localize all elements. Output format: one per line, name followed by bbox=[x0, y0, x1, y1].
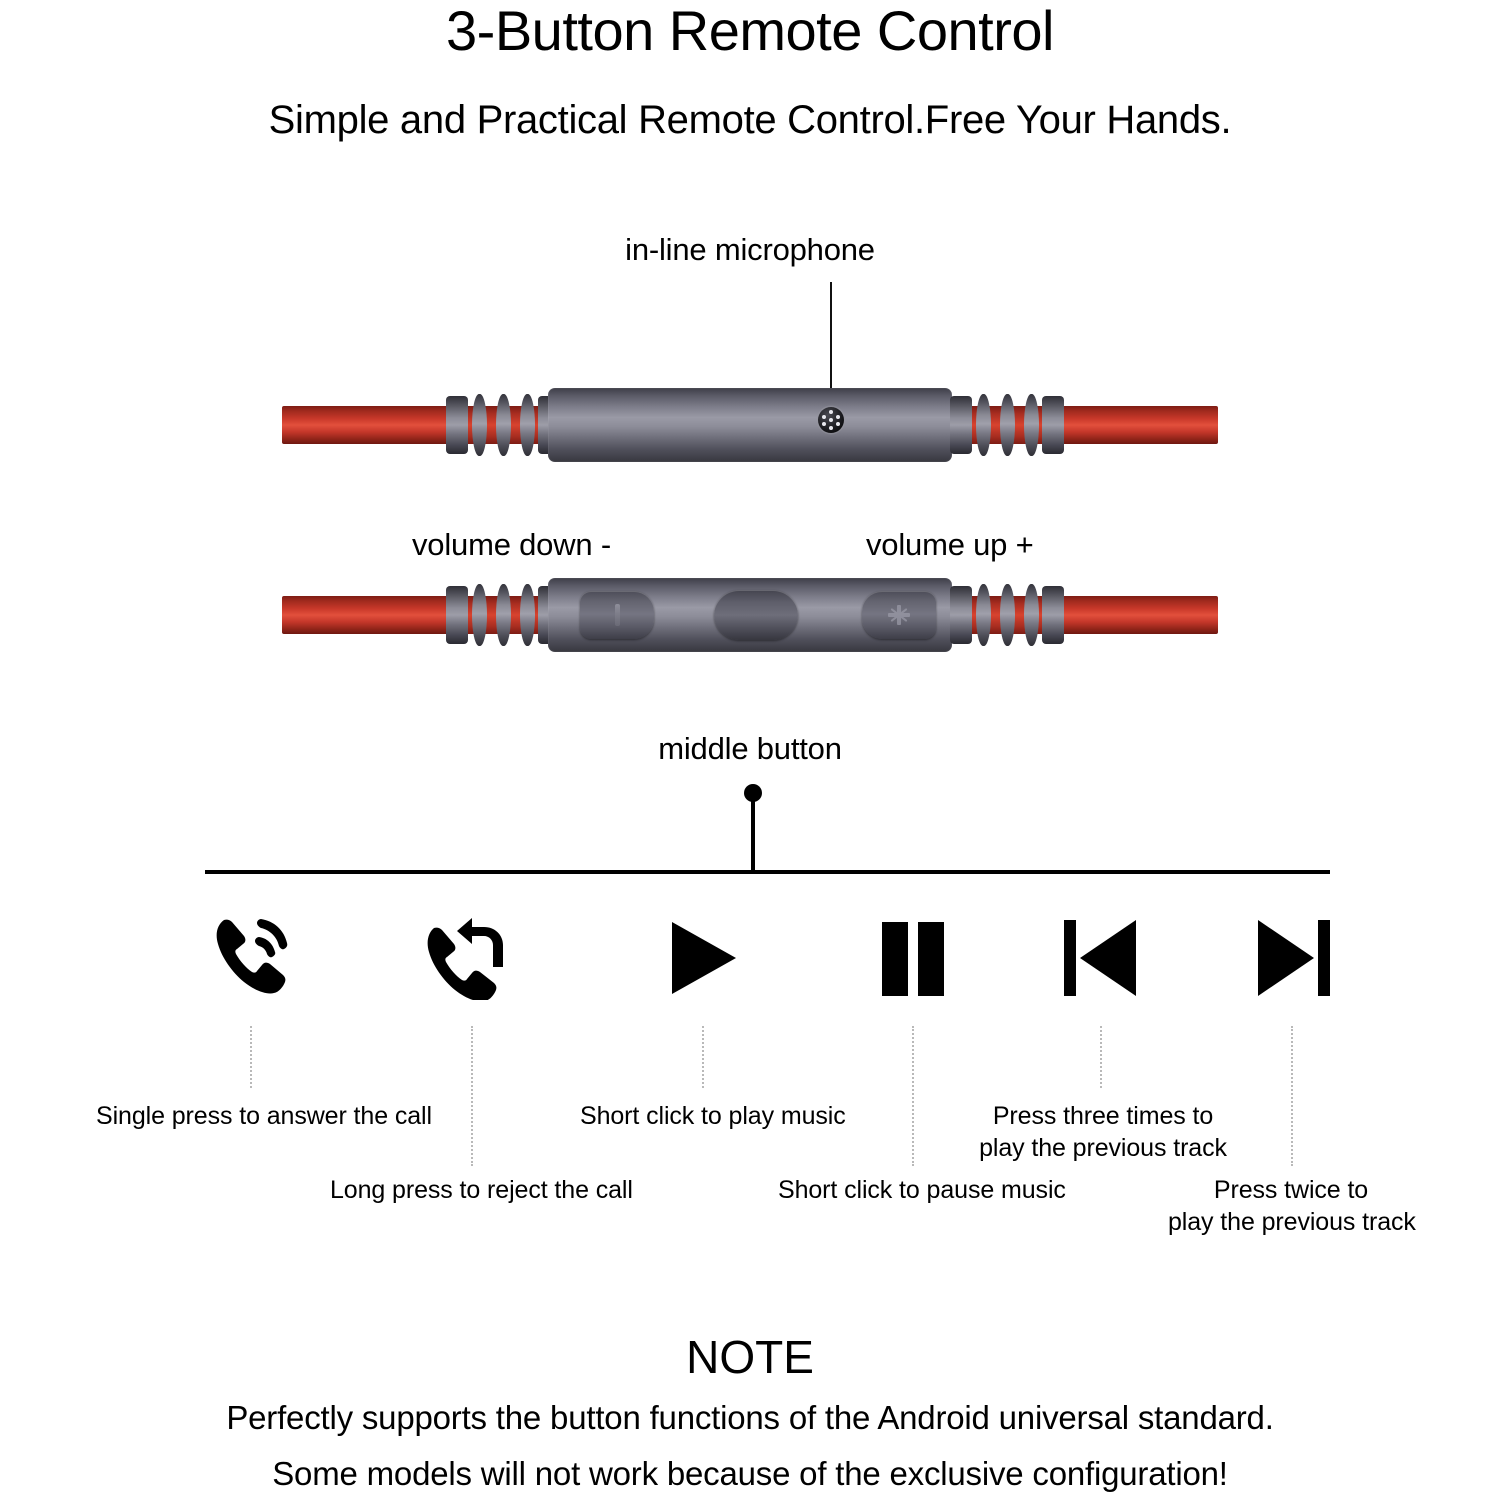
middle-button-pointer-stem bbox=[751, 793, 755, 873]
remote-microphone-view bbox=[0, 380, 1500, 470]
volume-up-label: volume up + bbox=[866, 527, 1034, 562]
volume-down-label: volume down - bbox=[412, 527, 611, 562]
page-title: 3-Button Remote Control bbox=[446, 0, 1054, 62]
note-line-1: Perfectly supports the button functions of the Android universal standard. bbox=[226, 1399, 1274, 1436]
caption-next-track-line1: Press twice to bbox=[1213, 1176, 1369, 1204]
leader-line-answer bbox=[250, 1026, 252, 1088]
page-subtitle: Simple and Practical Remote Control.Free Your Hands. bbox=[268, 98, 1232, 142]
pause-icon[interactable] bbox=[880, 920, 946, 998]
next-track-icon[interactable] bbox=[1254, 918, 1332, 998]
remote-button-view bbox=[0, 570, 1500, 660]
strain-relief-left-2 bbox=[446, 584, 550, 646]
leader-line-play bbox=[702, 1026, 704, 1088]
strain-relief-right-2 bbox=[950, 584, 1054, 646]
caption-pause-music: Short click to pause music bbox=[778, 1176, 1066, 1204]
caption-next-track-line2: play the previous track bbox=[1168, 1208, 1416, 1236]
microphone-mesh-icon bbox=[818, 407, 844, 433]
caption-previous-track-line1: Press three times to bbox=[992, 1102, 1214, 1130]
remote-housing-front bbox=[548, 388, 952, 462]
phone-reject-icon[interactable] bbox=[424, 914, 504, 1000]
previous-track-icon[interactable] bbox=[1062, 918, 1140, 998]
strain-relief-left bbox=[446, 394, 550, 456]
phone-answer-icon[interactable] bbox=[212, 914, 292, 1000]
plus-icon bbox=[888, 605, 910, 625]
caption-previous-track-line2: play the previous track bbox=[979, 1134, 1227, 1162]
leader-line-reject bbox=[471, 1026, 473, 1166]
play-icon[interactable] bbox=[666, 918, 740, 998]
volume-up-button[interactable] bbox=[862, 591, 936, 639]
middle-button[interactable] bbox=[714, 590, 798, 640]
note-title: NOTE bbox=[686, 1331, 814, 1383]
leader-line-next bbox=[1291, 1026, 1293, 1166]
leader-line-previous bbox=[1100, 1026, 1102, 1088]
mic-callout-label: in-line microphone bbox=[625, 232, 875, 267]
caption-reject-call: Long press to reject the call bbox=[330, 1176, 633, 1204]
function-divider-rule bbox=[205, 870, 1330, 874]
caption-previous-track bbox=[975, 1100, 1231, 1164]
caption-answer-call: Single press to answer the call bbox=[96, 1102, 432, 1130]
caption-play-music: Short click to play music bbox=[580, 1102, 846, 1130]
strain-relief-right bbox=[950, 394, 1054, 456]
caption-next-track bbox=[1168, 1174, 1414, 1238]
leader-line-pause bbox=[912, 1026, 914, 1166]
minus-icon bbox=[615, 604, 620, 626]
volume-down-button[interactable] bbox=[580, 591, 654, 639]
middle-button-callout-label: middle button bbox=[658, 731, 842, 766]
note-line-2: Some models will not work because of the exclusive configuration! bbox=[272, 1455, 1228, 1492]
